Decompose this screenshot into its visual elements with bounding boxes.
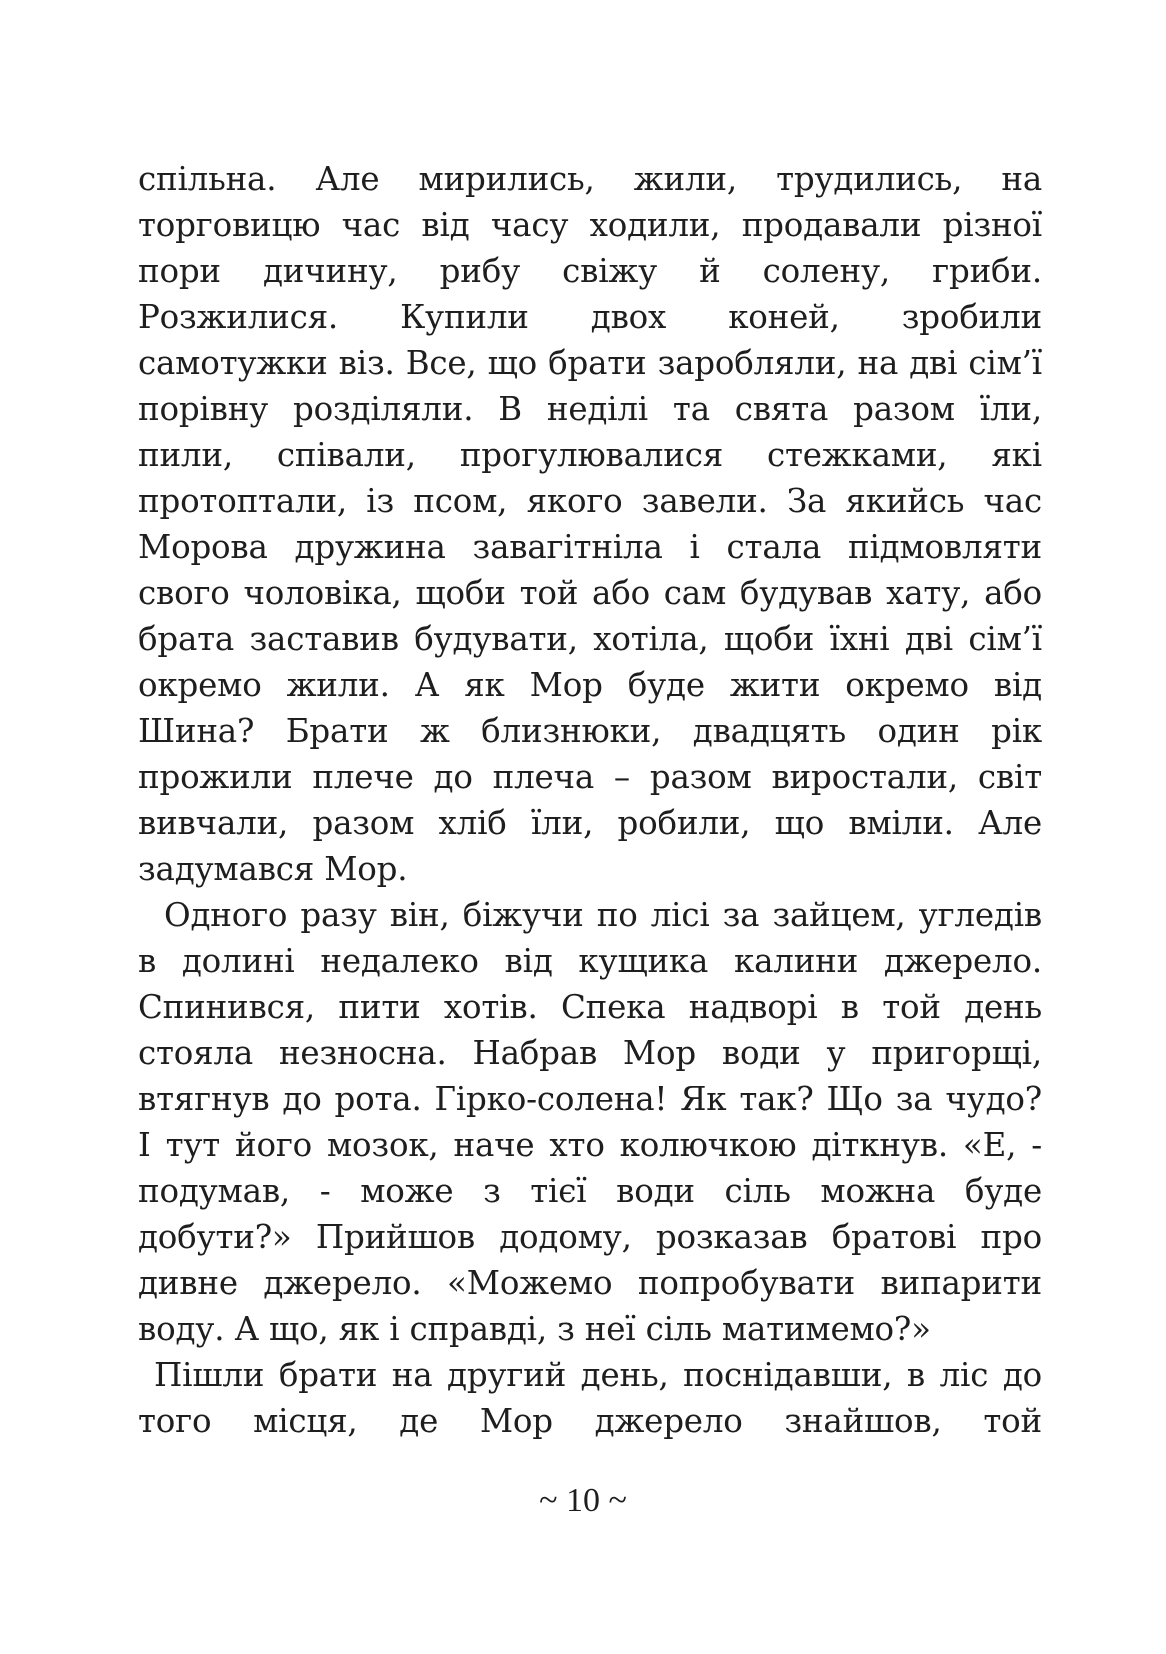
text-line: пори дичину, рибу свіжу й солену, гриби. xyxy=(138,252,1042,290)
text-line: свого чоловіка, щоби той або сам будував хату, або xyxy=(138,574,1042,612)
text-line: Спинився, пити хотів. Спека надворі в той день xyxy=(138,988,1042,1026)
body-text xyxy=(138,156,1042,1444)
text-line: добути?» Прийшов додому, розказав братові про xyxy=(138,1218,1042,1256)
text-line: Морова дружина завагітніла і стала підмовляти xyxy=(138,528,1042,566)
text-line: протоптали, із псом, якого завели. За якийсь час xyxy=(138,482,1042,520)
text-line: стояла незносна. Набрав Мор води у пригорщі, xyxy=(138,1034,1042,1072)
page-number: ~ 10 ~ xyxy=(539,1482,627,1519)
text-line: порівну розділяли. В неділі та свята разом їли, xyxy=(138,390,1042,428)
text-line: спільна. Але мирились, жили, трудились, на xyxy=(138,160,1042,198)
text-line: задумався Мор. xyxy=(138,850,408,888)
paragraph-first-line: Одного разу він, біжучи по лісі за зайцем, угледів xyxy=(164,896,1042,934)
text-line: Шина? Брати ж близнюки, двадцять один рік xyxy=(138,712,1042,750)
text-line: окремо жили. А як Мор буде жити окремо від xyxy=(138,666,1042,704)
text-line: пили, співали, прогулювалися стежками, які xyxy=(138,436,1042,474)
text-line: самотужки віз. Все, що брати заробляли, на дві сім’ї xyxy=(138,344,1042,382)
text-line: вивчали, разом хліб їли, робили, що вміли. Але xyxy=(138,804,1042,842)
paragraph-first-line: Пішли брати на другий день, поснідавши, в ліс до xyxy=(154,1356,1042,1394)
text-line: І тут його мозок, наче хто колючкою діткнув. «Е, - xyxy=(138,1126,1042,1164)
text-line: торговицю час від часу ходили, продавали різної xyxy=(138,206,1042,244)
text-line: в долині недалеко від кущика калини джерело. xyxy=(138,942,1042,980)
text-line: подумав, - може з тієї води сіль можна буде xyxy=(138,1172,1042,1210)
text-line: воду. А що, як і справді, з неї сіль матимемо?» xyxy=(138,1310,931,1348)
text-line: того місця, де Мор джерело знайшов, той xyxy=(138,1402,1042,1440)
text-line: брата заставив будувати, хотіла, щоби їхні дві сім’ї xyxy=(138,620,1042,658)
text-line: Розжилися. Купили двох коней, зробили xyxy=(138,298,1042,336)
text-line: втягнув до рота. Гірко-солена! Як так? Що за чудо? xyxy=(138,1080,1042,1118)
text-line: прожили плече до плеча – разом виростали, світ xyxy=(138,758,1042,796)
text-line: дивне джерело. «Можемо попробувати випарити xyxy=(138,1264,1042,1302)
